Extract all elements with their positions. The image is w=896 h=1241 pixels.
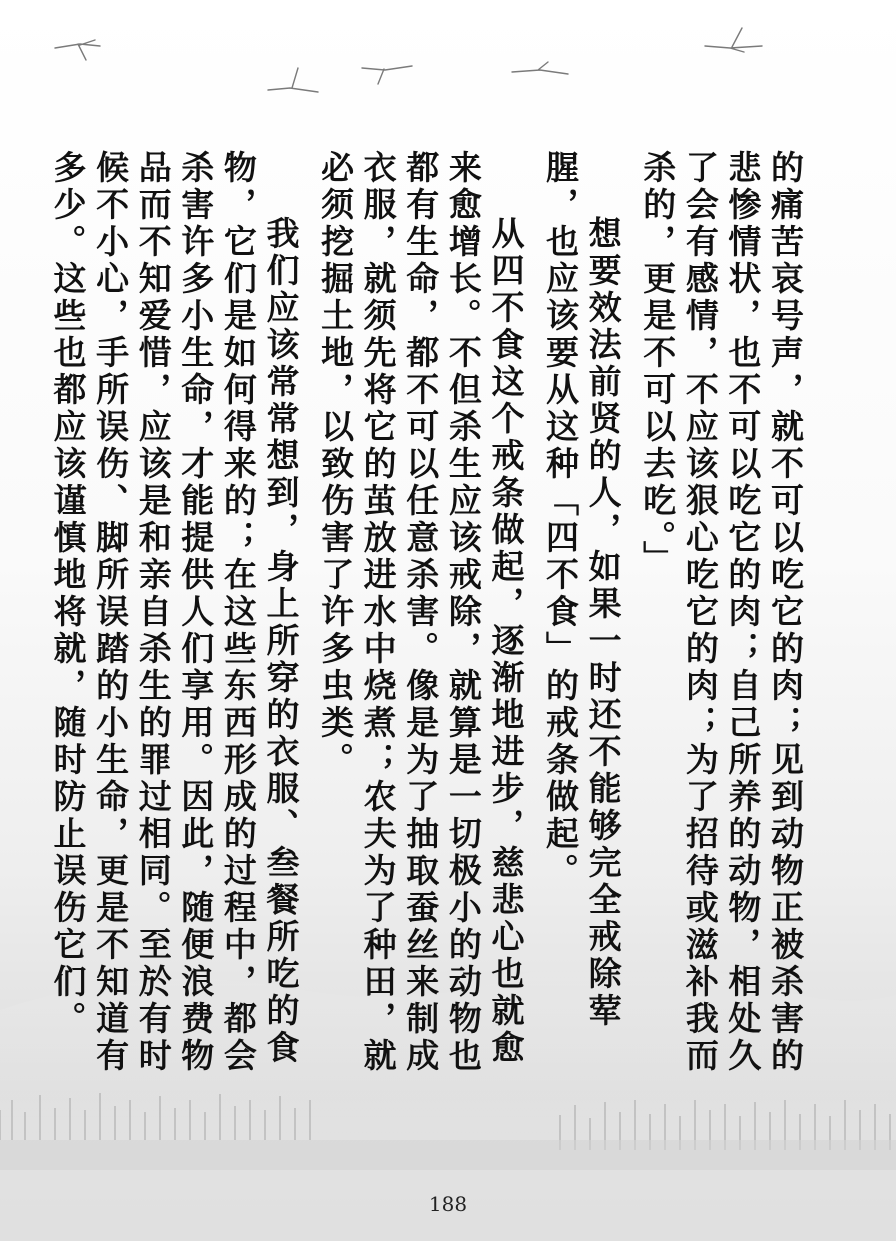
flying-birds [55, 28, 762, 92]
vertical-text-body [46, 150, 806, 1100]
paragraph-2: 想要效法前贤的人，如果一时还不能够完全戒除荤腥，也应该要从这种「四不食」的戒条做起。 [541, 150, 623, 1030]
paragraph-1: 的痛苦哀号声，就不可以吃它的肉；见到动物正被杀害的悲惨情状，也不可以吃它的肉；自己所养的动物，相处久了会有感情，不应该狠心吃它的肉；为了招待或滋补我而杀的，更是不可以去吃。」 [638, 150, 805, 1075]
bird-icon [705, 28, 762, 52]
bird-icon [268, 68, 318, 92]
bird-icon [362, 66, 412, 84]
page-number: 188 [428, 1192, 468, 1216]
paragraph-3: 从四不食这个戒条做起，逐渐地进步，慈悲心也就愈来愈增长。不但杀生应该戒除，就算是一切极小的动物也都有生命，都不可以任意杀害。像是为了抽取蚕丝来制成衣服，就须先将它的茧放进水中烧煮；农夫为了种田，就必须挖掘土地，以致伤害了许多虫类。 [316, 150, 526, 1075]
bird-icon [55, 40, 100, 60]
paragraph-gap [624, 150, 636, 1100]
bird-icon [512, 62, 568, 74]
paragraph-gap [301, 150, 313, 1100]
paragraph-gap [526, 150, 538, 1100]
paragraph-4: 我们应该常常想到，身上所穿的衣服、叁餐所吃的食物，它们是如何得来的；在这些东西形成的过程中，都会杀害许多小生命，才能提供人们享用。因此，随便浪费物品而不知爱惜，应该是和亲自杀生的罪过相同。至於有时候不小心，手所误伤、脚所误踏的小生命，更是不知道有多少。这些也都应该谨慎地将就，随时防止误伤它们。 [48, 150, 301, 1075]
